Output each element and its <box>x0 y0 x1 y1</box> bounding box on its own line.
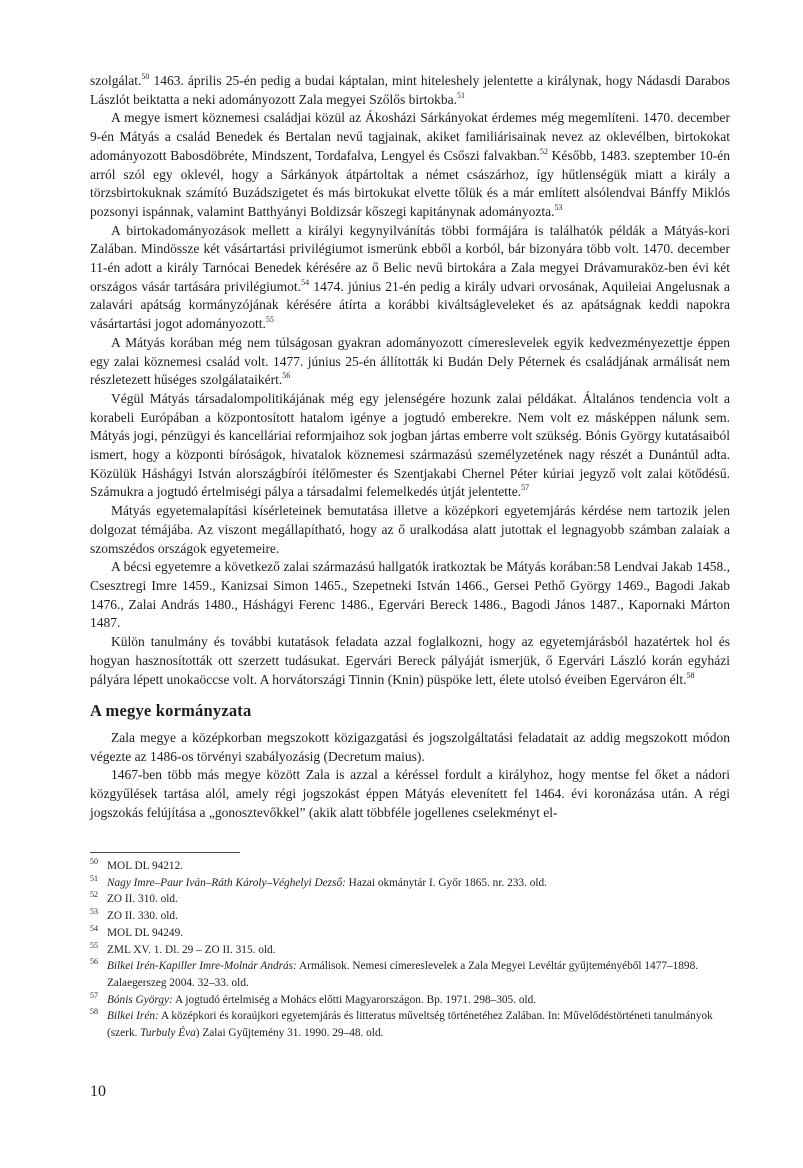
body-text <box>90 72 730 822</box>
footnotes <box>90 852 730 1042</box>
footnote-ref[interactable]: 56 <box>282 371 291 381</box>
footnote-ref[interactable]: 51 <box>457 90 466 100</box>
footnote-56: $^{56}$ Bilkei Irén-Kapiller Imre-Molnár András: Armálisok. Nemesi címereslevelek a Zala Megyei Levéltár gyűjteményéből 1477–1898. Zalaegerszeg 2004. 32–33. old. <box>90 957 699 989</box>
footnote-52: $^{52}$ ZO II. 310. old. <box>90 890 178 906</box>
footnote-divider <box>90 852 240 853</box>
page-number: 10 <box>90 1083 106 1100</box>
paragraph-8: Külön tanulmány és további kutatások feladata azzal foglalkozni, hogy az egyetemjárásból hazatértek hol és hogyan hasznosították ott szerzett tudásukat. Egervári Bereck pályáját ismerjük, ő Egervári László korán egyházi pályára lépett unokaöccse volt. A horvátországi Tinnin (Knin) püspöke lett, élete utolsó éveiben Egerváron élt.$^{58}$ <box>90 634 730 687</box>
footnote-58: $^{58}$ Bilkei Irén: A középkori és koraújkori egyetemjárás és litteratus műveltség történetéhez Zalában. In: Művelődéstörténeti tanulmányok (szerk. Turbuly Éva) Zalai Gyűjtemény 31. 1990. 29–48. old. <box>90 1007 713 1040</box>
footnote-ref[interactable]: 53 <box>554 202 563 212</box>
footnote-ref[interactable]: 52 <box>539 146 548 156</box>
footnote-53: $^{53}$ ZO II. 330. old. <box>90 907 178 923</box>
footnote-57: $^{57}$ Bónis György: A jogtudó értelmiség a Mohács előtti Magyarországon. Bp. 1971. 298–305. old. <box>90 990 537 1006</box>
paragraph-2: A megye ismert köznemesi családjai közül az Ákosházi Sárkányokat érdemes még megemlíteni. 1470. december 9-én Mátyás a család Benedek és Bertalan nevű tagjainak, akiket familiárisainak nevez az oklevélben, birtokokat adományozott Babosdöbréte, Mindszent, Tordafalva, Lengyel és Csőszi falvakban.$^{52}$ Később, 1483. szeptember 10-én arról szól egy oklevél, hogy a Sárkányok átpártoltak a német császárhoz, így hűtlenségük miatt a király a törzsbirtokuknak számító Buzádszigetet és más birtokukat elvette tőlük és a már említett alsólendvai Bánffy Miklós pozsonyi ispánnak, valamint Batthyányi Boldizsár kőszegi kapitánynak adományozta.$^{53}$ <box>90 110 730 219</box>
footnote-ref[interactable]: 54 <box>301 277 310 287</box>
paragraph-9: Zala megye a középkorban megszokott közigazgatási és jogszolgáltatási feladatait az addig megszokott módon végezte az 1486-os törvényi szabályozásig (Decretum maius). <box>90 729 730 764</box>
footnote-54: $^{54}$ MOL DL 94249. <box>90 923 184 939</box>
footnote-ref[interactable]: 57 <box>521 483 530 493</box>
paragraph-4: A Mátyás korában még nem túlságosan gyakran adományozott címereslevelek egyik kedvezményezettje éppen egy zalai köznemesi család volt. 1477. június 25-én állították ki Budán Dely Péternek és családjának armálisát nem részletezett hűséges szolgálataikért.$^{56}$ <box>90 334 730 388</box>
paragraph-10: 1467-ben több más megye között Zala is azzal a kéréssel fordult a királyhoz, hogy mentse fel őket a nádori közgyűlések tartása alól, amely régi jogszokást éppen Mátyás elevenített fel 1464. évi koronázása után. A régi jogszokás felújítása a „gonosztevőkkel” (akik alatt többféle jogellenes cselekményt el- <box>90 767 730 820</box>
footnote-ref[interactable]: 50 <box>141 72 150 81</box>
footnote-ref[interactable]: 55 <box>265 315 274 325</box>
footnote-50: $^{50}$ MOL DL 94212. <box>90 857 184 872</box>
footnote-51: $^{51}$ Nagy Imre–Paur Iván–Ráth Károly–Véghelyi Dezső: Hazai okmánytár I. Győr 1865. nr. 233. old. <box>90 873 547 889</box>
paragraph-5: Végül Mátyás társadalompolitikájának még egy jelenségére hozunk zalai példákat. Általános tendencia volt a korabeli Európában a központosított hatalom igénye a jogtudó emberekre. Nem volt ez másképpen nálunk sem. Mátyás jogi, pénzügyi és kancelláriai reformjaihoz sok jogban jártas emberre volt szükség. Bónis György kutatásaiból ismert, hogy a központi bíróságok, hivatalok köznemesi származású személyzetének nagy részét a Dunántúl adta. Közülük Háshágyi István alországbírói ítélőmester és Szentjakabi Chernel Péter kúriai jegyző volt zalai kötődésű. Számukra a jogtudó értelmiségi pálya a társadalmi felemelkedés útját jelentette.$^{57}$ <box>90 390 730 500</box>
footnote-55: $^{55}$ ZML XV. 1. Dl. 29 – ZO II. 315. old. <box>90 940 276 956</box>
paragraph-6: Mátyás egyetemalapítási kísérleteinek bemutatása illetve a középkori egyetemjárás kérdése nem tartozik jelen dolgozat témájába. Az viszont megállapítható, hogy az ő uralkodása alatt jutottak el legnagyobb számban zalaiak a szomszédos országok egyetemeire. <box>90 503 730 556</box>
paragraph-1: szolgálat.$^{50}$ 1463. április 25-én pedig a budai káptalan, mint hiteleshely jelentette a királynak, hogy Nádasdi Darabos Lászlót beiktatta a neki adományozott Zala megyei Szőlős birtokba.$^{51}$ <box>90 72 730 107</box>
paragraph-3: A birtokadományozások mellett a királyi kegynyilvánítás többi formájára is találhatók példák a Mátyás-kori Zalában. Mindössze két vásártartási privilégiumot ismerünk ebből a korból, bár bizonyára több volt. 1470. december 11-én adott a király Tarnócai Benedek kérésére az ő Belic nevű birtokára a Zala megyei Drávamuraköz-ben évi két országos vásár tartására privilégiumot.$^{54}$ 1474. június 21-én pedig a király udvari orvosának, Aquileiai Angelusnak a zalavári apátság kormányzójának kérésére átírta a korábbi kiváltságleveleket és az apátságnak keddi napokra vásártartási jogot adományozott.$^{55}$ <box>90 222 730 332</box>
paragraph-7: A bécsi egyetemre a következő zalai származású hallgatók iratkoztak be Mátyás korában:58 Lendvai Jakab 1458., Csesztregi Imre 1459., Kanizsai Simon 1465., Szepetneki István 1466., Gersei Pethő György 1469., Bagodi Jakab 1476., Zalai András 1480., Háshágyi Ferenc 1486., Egervári Bereck 1486., Bagodi János 1487., Kapornaki Márton 1487. <box>90 559 730 631</box>
footnote-ref[interactable]: 58 <box>686 670 695 680</box>
section-heading: A megye kormányzata <box>90 701 252 721</box>
